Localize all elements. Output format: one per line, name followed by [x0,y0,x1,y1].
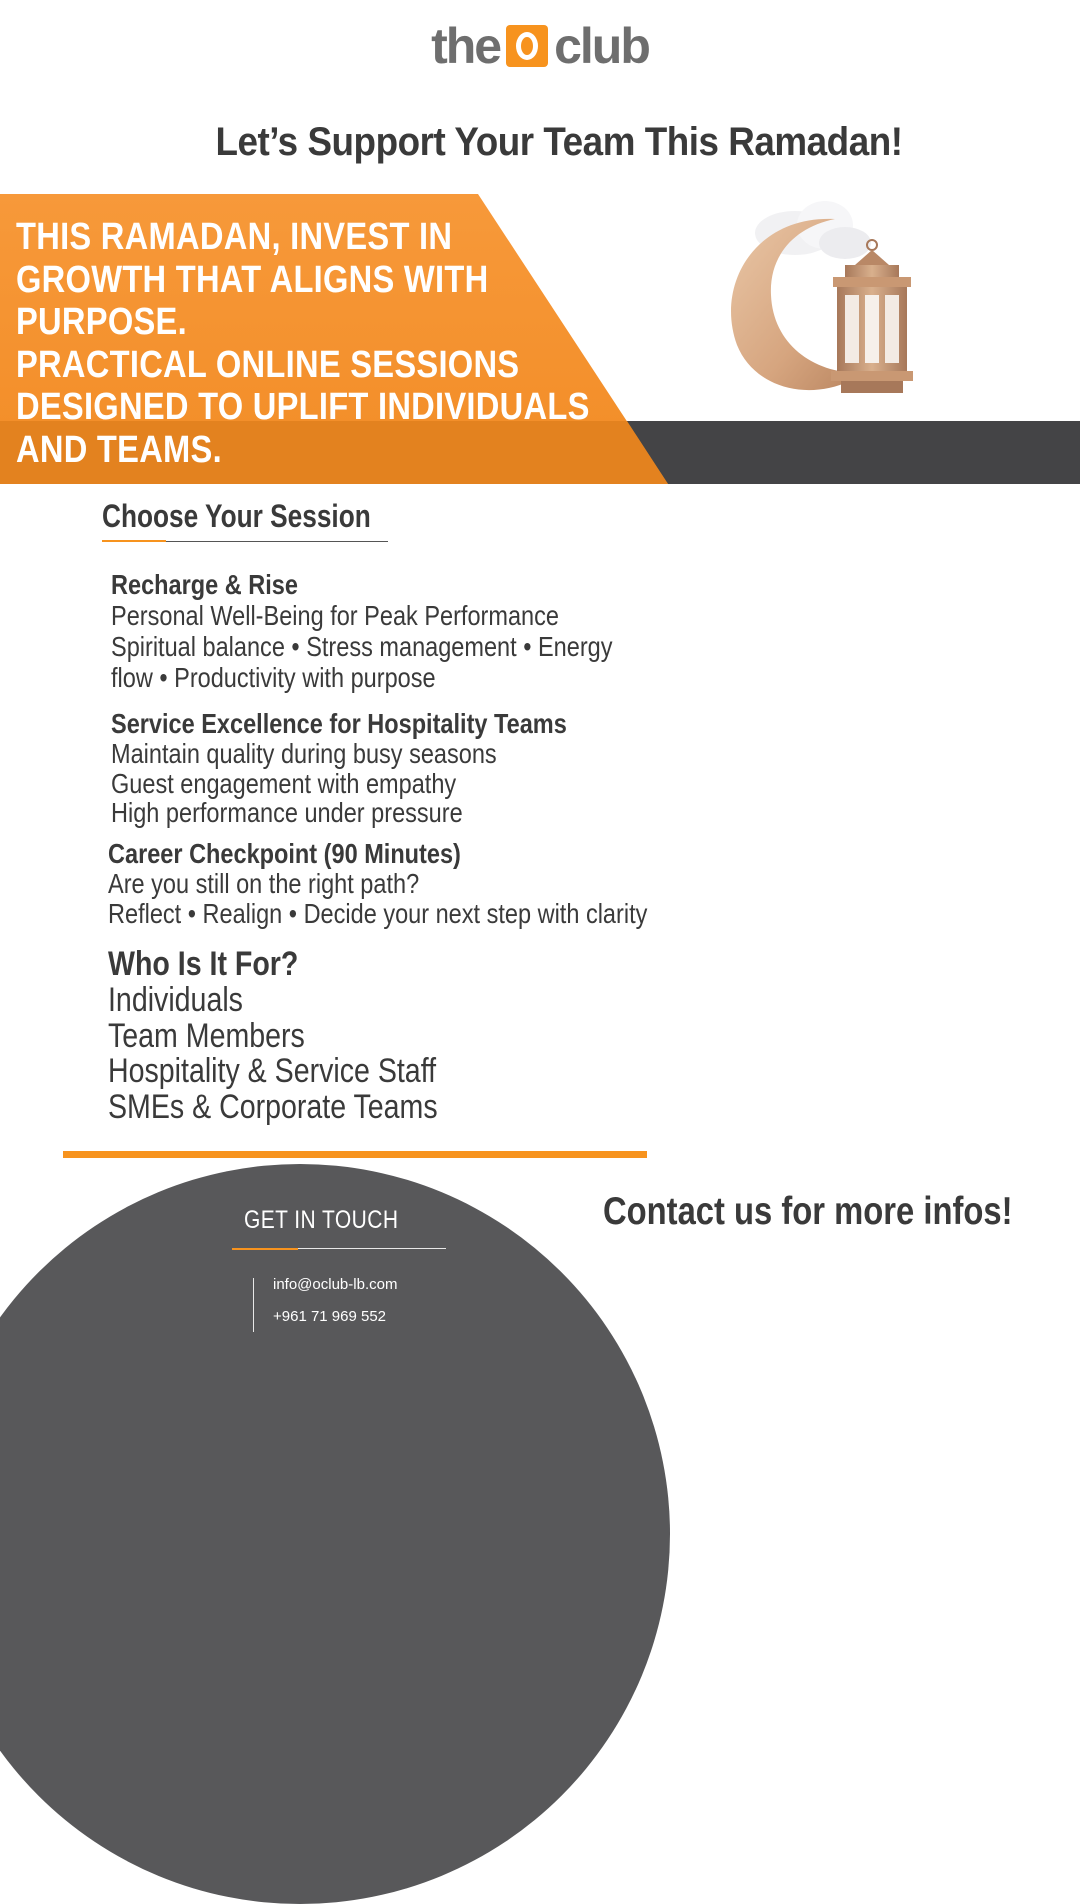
session-line: flow • Productivity with purpose [111,662,436,693]
banner-line: PURPOSE. [16,301,187,343]
banner-line: AND TEAMS. [16,428,222,471]
contact-email-link[interactable]: info@oclub-lb.com [273,1276,398,1293]
session-line: Spiritual balance • Stress management • Energy [111,631,613,662]
session-line: Are you still on the right path? [108,868,420,899]
audience-item: Team Members [108,1016,305,1055]
session-line: High performance under pressure [111,797,463,828]
audience-section [108,945,438,1125]
banner-line: THIS RAMADAN, INVEST IN [16,216,453,258]
sessions-title: Choose Your Session [102,498,371,534]
lantern-icon [831,240,913,393]
contact-phone-link[interactable]: +961 71 969 552 [273,1308,387,1325]
get-in-touch-underline-accent [232,1248,298,1250]
logo-text-the: the [431,18,501,74]
audience-item: Individuals [108,981,243,1019]
brand-logo [0,18,1080,74]
session-line: Personal Well-Being for Peak Performance [111,600,559,631]
session-service-excellence [111,709,567,828]
session-line: Reflect • Realign • Decide your next step with clarity [108,898,648,929]
audience-title: Who Is It For? [108,945,299,983]
session-title: Service Excellence for Hospitality Teams [111,708,567,739]
contact-divider [253,1278,254,1332]
session-line: Guest engagement with empathy [111,767,457,799]
audience-item: SMEs & Corporate Teams [108,1087,438,1126]
get-in-touch-heading: GET IN TOUCH [244,1206,399,1234]
crescent-lantern-illustration [715,195,935,410]
banner-line: DESIGNED TO UPLIFT INDIVIDUALS [16,386,590,428]
session-title: Career Checkpoint (90 Minutes) [108,838,461,869]
footer-arc [0,1164,670,1904]
banner-line: PRACTICAL ONLINE SESSIONS [16,343,520,386]
session-title: Recharge & Rise [111,569,298,600]
page-headline: Let’s Support Your Team This Ramadan! [215,120,903,164]
session-career-checkpoint [108,839,647,929]
banner-line: GROWTH THAT ALIGNS WITH [16,258,489,301]
contact-cta: Contact us for more infos! [603,1190,1013,1233]
logo-text-club: club [554,18,649,74]
sessions-underline-accent [102,540,166,542]
session-line: Maintain quality during busy seasons [111,738,497,769]
logo-o-icon [506,25,548,67]
audience-item: Hospitality & Service Staff [108,1052,437,1090]
session-recharge-rise [111,570,613,693]
banner-text [16,216,590,471]
orange-divider [63,1151,647,1158]
